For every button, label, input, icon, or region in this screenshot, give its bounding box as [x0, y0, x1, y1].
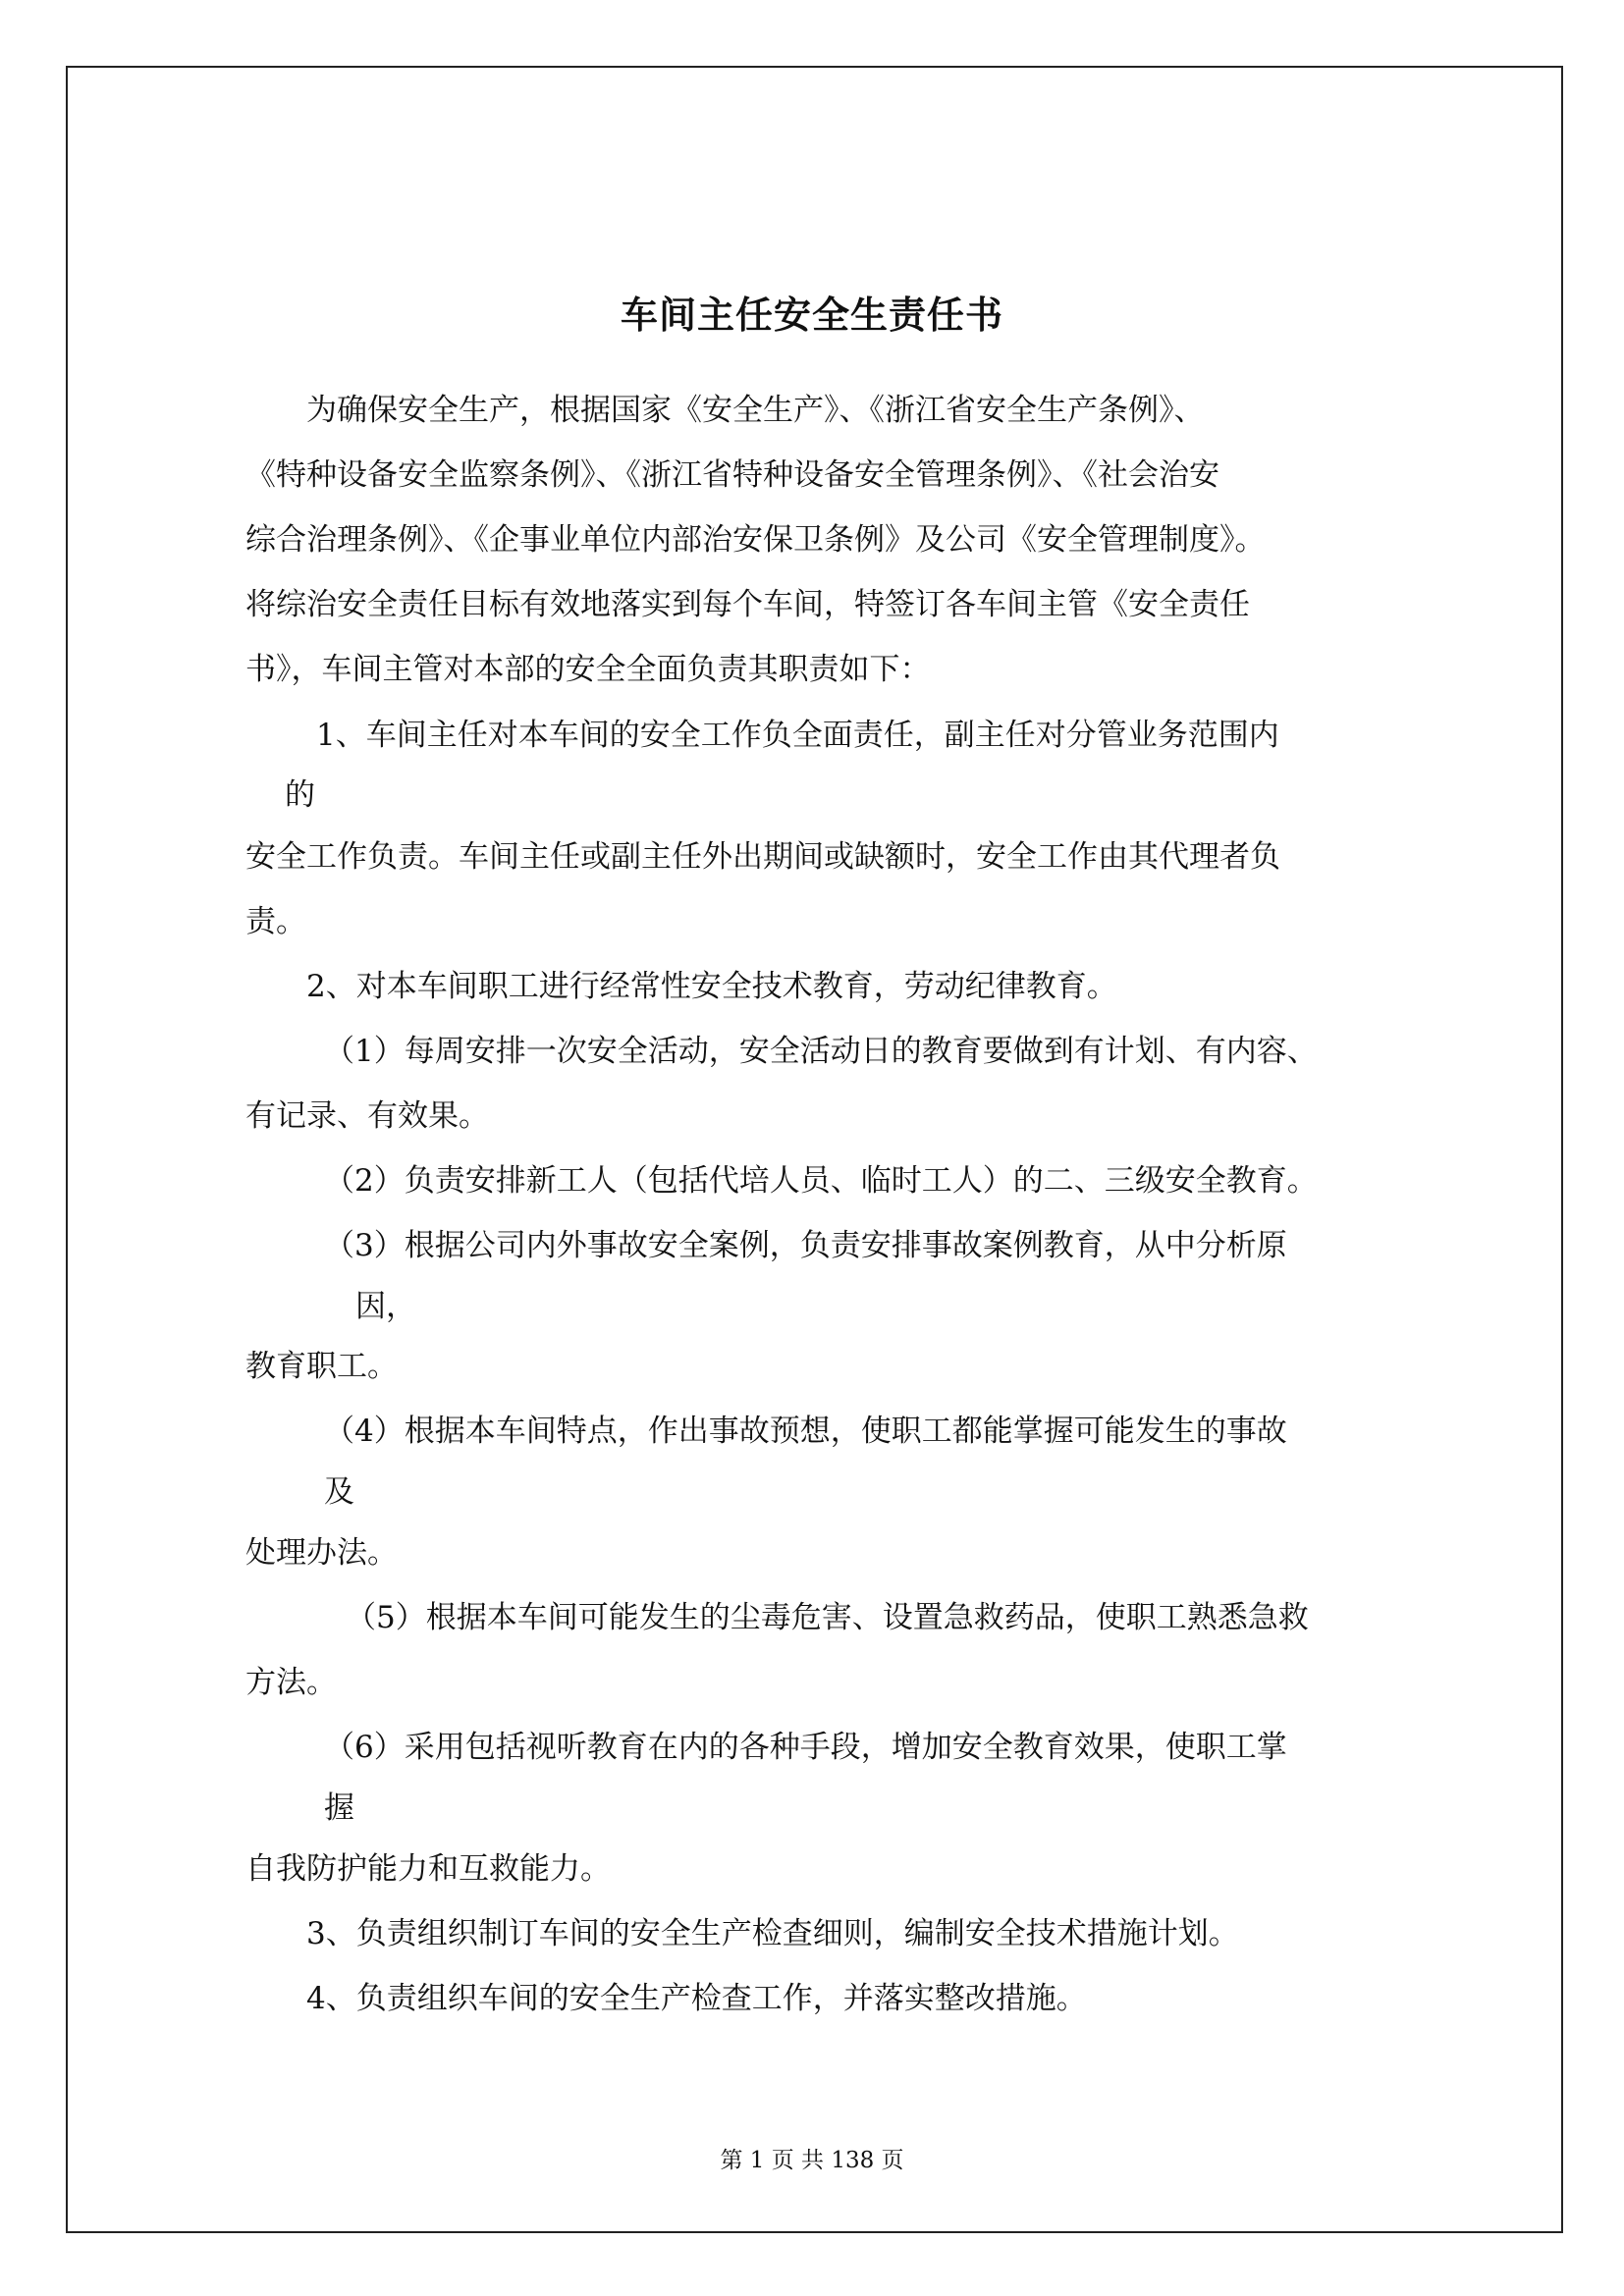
body-line: 自我防护能力和互救能力。 — [245, 1851, 611, 1887]
body-line: （2）负责安排新工人（包括代培人员、临时工人）的二、三级安全教育。 — [324, 1163, 1318, 1199]
body-line: 3、负责组织制订车间的安全生产检查细则，编制安全技术措施计划。 — [306, 1916, 1239, 1951]
body-line: （6）采用包括视听教育在内的各种手段，增加安全教育效果，使职工掌 — [324, 1730, 1287, 1765]
body-line: （1）每周安排一次安全活动，安全活动日的教育要做到有计划、有内容、 — [324, 1034, 1318, 1069]
body-line: 2、对本车间职工进行经常性安全技术教育，劳动纪律教育。 — [306, 969, 1117, 1004]
body-line: 为确保安全生产，根据国家《安全生产》、《浙江省安全生产条例》、 — [306, 393, 1205, 428]
body-line: 综合治理条例》、《企事业单位内部治安保卫条例》及公司《安全管理制度》。 — [245, 522, 1266, 558]
body-line: 责。 — [245, 904, 306, 939]
body-line: （3）根据公司内外事故安全案例，负责安排事故案例教育，从中分析原 — [324, 1228, 1287, 1263]
body-line: 处理办法。 — [245, 1535, 398, 1571]
body-line: （5）根据本车间可能发生的尘毒危害、设置急救药品，使职工熟悉急救 — [346, 1600, 1309, 1635]
body-line: 4、负责组织车间的安全生产检查工作，并落实整改措施。 — [306, 1981, 1087, 2016]
body-line: 《特种设备安全监察条例》、《浙江省特种设备安全管理条例》、《社会治安 — [245, 457, 1219, 493]
body-line: 安全工作负责。车间主任或副主任外出期间或缺额时，安全工作由其代理者负 — [245, 839, 1280, 875]
document-title: 车间主任安全生责任书 — [620, 293, 1003, 337]
body-line: 因， — [355, 1289, 416, 1324]
body-line: 有记录、有效果。 — [245, 1098, 489, 1134]
body-line: 书》，车间主管对本部的安全全面负责其职责如下： — [245, 652, 931, 687]
body-line: 方法。 — [245, 1665, 337, 1700]
body-line: （4）根据本车间特点，作出事故预想，使职工都能掌握可能发生的事故 — [324, 1414, 1287, 1449]
body-line: 及 — [324, 1474, 354, 1510]
body-line: 握 — [324, 1790, 354, 1826]
body-line: 教育职工。 — [245, 1349, 398, 1384]
body-line: 的 — [285, 777, 315, 813]
body-line: 1、车间主任对本车间的安全工作负全面责任，副主任对分管业务范围内 — [316, 718, 1279, 753]
body-line: 将综治安全责任目标有效地落实到每个车间，特签订各车间主管《安全责任 — [245, 587, 1250, 622]
page-number-footer: 第 1 页 共 138 页 — [720, 2148, 904, 2173]
